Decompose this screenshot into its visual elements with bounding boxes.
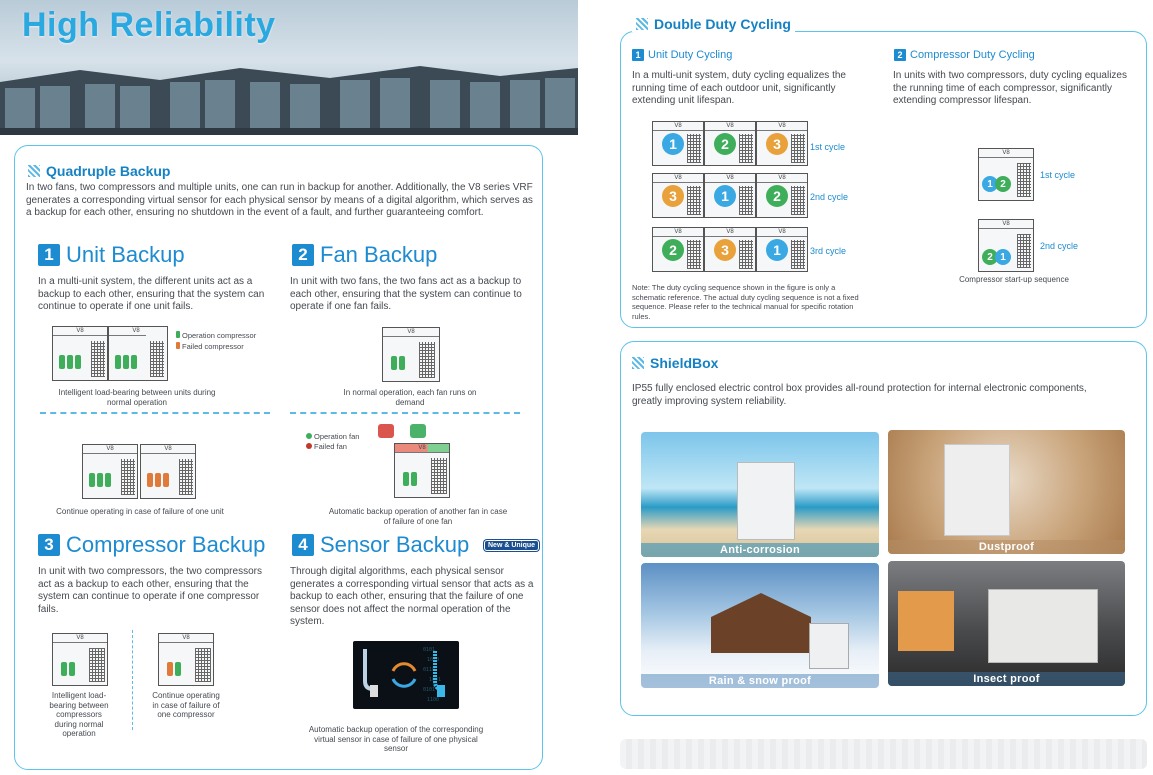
photo-dustproof: Dustproof (888, 430, 1125, 554)
unit-model-label: V8 (705, 122, 755, 131)
cycle-number: 3 (714, 239, 736, 261)
cycle-number: 2 (995, 176, 1011, 192)
svg-text:0110: 0110 (423, 667, 436, 673)
duty-cycling-heading: Double Duty Cycling (632, 16, 795, 32)
unit-grill (687, 240, 701, 269)
shieldbox-desc: IP55 fully enclosed electric control box provides all-round protection for internal electronic components, greatly improving system reliability. (632, 383, 1087, 407)
compressor-backup-heading: 3 Compressor Backup (38, 532, 265, 558)
quadruple-backup-heading: Quadruple Backup (28, 163, 170, 179)
failed-fan-icon (378, 424, 394, 438)
sensor-backup-heading: 4 Sensor Backup (292, 532, 469, 558)
cycle-number: 1 (714, 185, 736, 207)
new-unique-badge: New & Unique (484, 540, 539, 551)
quadruple-backup-intro: In two fans, two compressors and multiple units, one can run in backup for another. Additionally, the V8 series VRF generates a corresponding virtual sensor for each physical sensor by means of a digital algorithm, which serves as a backup for each other, ensuring no shutdown in the event of a fault, and further guaranteeing comfort. (26, 182, 533, 218)
sensor-image (353, 641, 459, 709)
compressor-cycle-unit-1: V8 (978, 148, 1034, 201)
photo-insect-proof: Insect proof (888, 561, 1125, 686)
unit-diagram-failed: V8 (140, 444, 196, 499)
cycle-number: 2 (714, 133, 736, 155)
cycle-label: 2nd cycle (1040, 241, 1079, 251)
unit-model-label: V8 (653, 122, 703, 131)
hatch-icon (636, 18, 648, 30)
compressor-duty-cycling-desc: In units with two compressors, duty cycling equalizes the running time of each compressor, significantly extending compressor lifespan. (893, 70, 1127, 106)
unit-backup-caption-2: Continue operating in case of failure of one unit (56, 507, 224, 516)
cabin-image (711, 593, 811, 653)
cycle-label: 2nd cycle (810, 192, 849, 202)
unit-backup-desc: In a multi-unit system, the different units act as a backup to each other, ensuring that the system can continue to operate if one unit fails. (38, 276, 265, 312)
svg-text:1100: 1100 (427, 697, 440, 703)
fan-backup-caption-1: In normal operation, each fan runs on demand (343, 388, 477, 407)
hatch-icon (28, 165, 40, 177)
outdoor-unit-image (944, 444, 1010, 536)
unit-grill (739, 186, 753, 215)
cycle-number: 1 (766, 239, 788, 261)
svg-text:0101: 0101 (423, 647, 436, 653)
unit-model-label: V8 (757, 228, 807, 237)
photo-rain-snow: Rain & snow proof (641, 563, 879, 688)
fan-legend: Operation fan Failed fan (306, 432, 359, 452)
cycle-label: 3rd cycle (810, 246, 847, 256)
outdoor-unit-image (737, 462, 795, 540)
svg-text:0101: 0101 (423, 687, 436, 693)
unit-diagram-normal: V8 (52, 326, 108, 381)
unit-grill (687, 134, 701, 163)
fan-backup-desc: In unit with two fans, the two fans act as a backup to each other, ensuring that the system can continue to operate if one fan fails. (290, 276, 522, 312)
fan-diagram-normal: V8 (382, 327, 440, 382)
sensor-backup-caption: Automatic backup operation of the corresponding virtual sensor in case of failure of one physical sensor (308, 725, 484, 753)
cycle-label: 1st cycle (810, 142, 846, 152)
unit-grill (791, 240, 805, 269)
unit-model-label: V8 (705, 228, 755, 237)
outdoor-unit-image (988, 589, 1098, 663)
unit-model-label: V8 (757, 122, 807, 131)
svg-text:1001: 1001 (429, 677, 442, 683)
fan-backup-caption-2: Automatic backup operation of another fan in case of failure of one fan (328, 507, 508, 526)
page-title: High Reliability (22, 6, 276, 44)
window-image (898, 591, 954, 651)
building-image (0, 62, 578, 135)
unit-model-label: V8 (653, 228, 703, 237)
unit-backup-caption-1: Intelligent load-bearing between units during normal operation (58, 388, 216, 407)
divider (132, 630, 133, 730)
divider (290, 412, 520, 414)
sensor-backup-desc: Through digital algorithms, each physical sensor generates a corresponding virtual sensor that acts as a backup to each other, ensuring that the failure of one sensor does not affect the normal operation of the system. (290, 566, 534, 627)
cycle-label: 1st cycle (1040, 170, 1076, 180)
unit-duty-cycling-desc: In a multi-unit system, duty cycling equalizes the running time of each outdoor unit, significantly extending unit lifespan. (632, 70, 846, 106)
duty-cycling-note: Note: The duty cycling sequence shown in the figure is only a schematic reference. The actual duty cycling sequence is not a fixed sequence. Please refer to the technical manual for specific rotation rules. (632, 283, 859, 321)
hero-banner (0, 0, 578, 135)
unit-grill (791, 186, 805, 215)
shieldbox-heading: ShieldBox (632, 355, 718, 371)
cycle-number: 1 (995, 249, 1011, 265)
unit-model-label: V8 (757, 174, 807, 183)
svg-text:1010: 1010 (427, 657, 440, 663)
unit-backup-heading: 1 Unit Backup (38, 242, 185, 268)
photo-anti-corrosion: Anti-corrosion (641, 432, 879, 557)
unit-diagram-normal: V8 (108, 326, 164, 381)
divider (40, 412, 270, 414)
compressor-backup-caption-1: Intelligent load-bearing between compressors during normal operation (49, 691, 109, 738)
compressor-duty-cycling-heading: 2 Compressor Duty Cycling (894, 49, 1035, 61)
cycle-number: 2 (662, 239, 684, 261)
cycle-number: 1 (662, 133, 684, 155)
compressor-backup-desc: In unit with two compressors, the two compressors act as a backup to each other, ensuring that the system can continue to operate if one compressor fails. (38, 566, 262, 615)
unit-duty-cycling-heading: 1 Unit Duty Cycling (632, 49, 732, 61)
operation-fan-icon (410, 424, 426, 438)
unit-diagram-normal (146, 326, 168, 381)
cycle-number: 2 (766, 185, 788, 207)
unit-grill (739, 240, 753, 269)
compressor-cycle-unit-2: V8 (978, 219, 1034, 272)
unit-legend: Operation compressor Failed compressor (176, 330, 256, 352)
cycle-number: 3 (766, 133, 788, 155)
cycle-number: 1 (982, 176, 998, 192)
hatch-icon (632, 357, 644, 369)
compressor-diagram-failed: V8 (158, 633, 214, 686)
compressor-cycle-caption: Compressor start-up sequence (959, 275, 1069, 284)
unit-grill (791, 134, 805, 163)
cycle-number: 3 (662, 185, 684, 207)
decorative-pattern-bar (620, 739, 1147, 769)
fan-backup-heading: 2 Fan Backup (292, 242, 437, 268)
outdoor-unit-image (809, 623, 849, 669)
unit-grill (687, 186, 701, 215)
fan-diagram-failed: V8 (394, 443, 450, 498)
cycle-number: 2 (982, 249, 998, 265)
unit-model-label: V8 (705, 174, 755, 183)
unit-model-label: V8 (653, 174, 703, 183)
unit-grill (739, 134, 753, 163)
compressor-backup-caption-2: Continue operating in case of failure of one compressor (152, 691, 220, 719)
unit-diagram-failed: V8 (82, 444, 138, 499)
compressor-diagram-normal: V8 (52, 633, 108, 686)
